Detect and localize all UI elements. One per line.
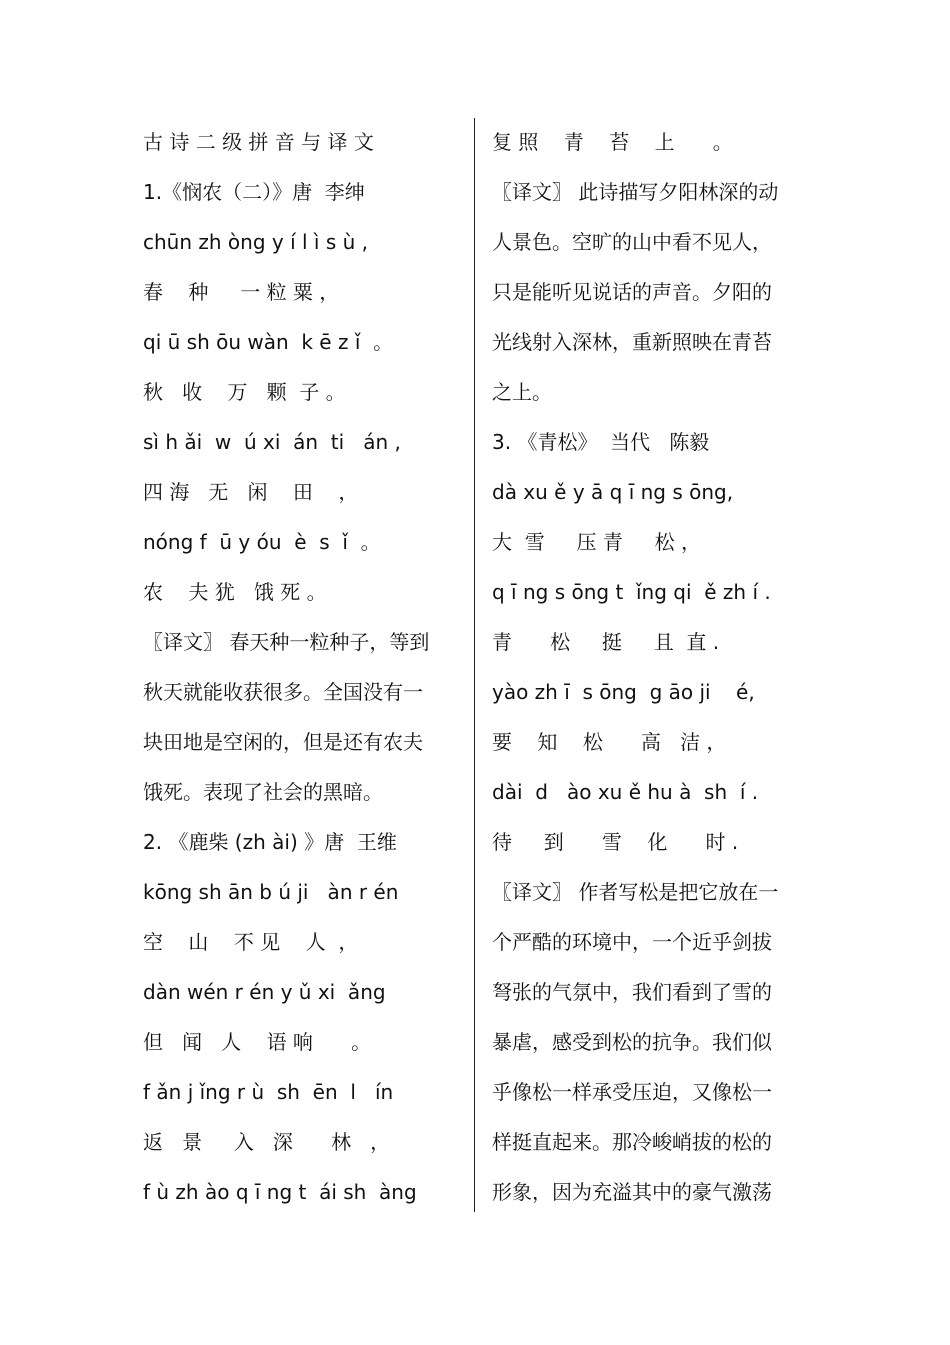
pinyin-line: kōng sh ān b ú ji àn r én (143, 880, 399, 904)
translation-line: 〖译文〗 此诗描写夕阳林深的动 (492, 180, 779, 204)
translation-line: 块田地是空闲的，但是还有农夫 (143, 730, 423, 754)
poem-line: 四 海 无 闲 田 ， (143, 480, 359, 504)
pinyin-line: f ù zh ào q ī ng t ái sh àng (143, 1180, 417, 1204)
poem-line: 青 松 挺 且 直 . (492, 630, 720, 654)
poem-line: 大 雪 压 青 松 ， (492, 530, 702, 554)
pinyin-line: dàn wén r én y ǔ xi ǎng (143, 980, 386, 1004)
pinyin-line: sì h ǎi w ú xi án ti án , (143, 430, 401, 454)
poem-line: 待 到 雪 化 时 . (492, 830, 739, 854)
translation-line: 弩张的气氛中，我们看到了雪的 (492, 980, 772, 1004)
poem-line: 农 夫 犹 饿 死 。 (143, 580, 327, 604)
translation-line: 光线射入深林，重新照映在青苔 (492, 330, 772, 354)
poem-line: 复 照 青 苔 上 。 (492, 130, 733, 154)
pinyin-line: f ǎn j ǐng r ù sh ēn l ín (143, 1080, 394, 1104)
poem-heading: 2. 《鹿柴 (zh ài) 》唐 王维 (143, 830, 397, 854)
translation-line: 饿死。表现了社会的黑暗。 (143, 780, 383, 804)
poem-line: 要 知 松 高 洁 ， (492, 730, 727, 754)
translation-line: 样挺直起来。那冷峻峭拔的松的 (492, 1130, 772, 1154)
translation-line: 个严酷的环境中，一个近乎剑拔 (492, 930, 772, 954)
right-column (492, 117, 802, 1217)
translation-line: 只是能听见说话的声音。夕阳的 (492, 280, 772, 304)
pinyin-line: dà xu ě y ā q ī ng s ōng, (492, 480, 734, 504)
translation-line: 秋天就能收获很多。全国没有一 (143, 680, 423, 704)
poem-line: 但 闻 人 语 响 。 (143, 1030, 372, 1054)
poem-line: 空 山 不 见 人 ， (143, 930, 359, 954)
left-column (143, 117, 461, 1217)
pinyin-line: nóng f ū y óu è s ǐ 。 (143, 530, 381, 554)
translation-line: 〖译文〗 作者写松是把它放在一 (492, 880, 779, 904)
pinyin-line: yào zh ī s ōng g āo ji é, (492, 680, 755, 704)
column-divider (474, 118, 475, 1212)
poem-line: 返 景 入 深 林 ， (143, 1130, 391, 1154)
translation-line: 〖译文〗 春天种一粒种子，等到 (143, 630, 430, 654)
pinyin-line: q ī ng s ōng t ǐng qi ě zh í . (492, 580, 771, 604)
translation-line: 之上。 (492, 380, 552, 404)
translation-line: 人景色。空旷的山中看不见人， (492, 230, 772, 254)
poem-line: 春 种 一 粒 粟 ， (143, 280, 340, 304)
poem-line: 秋 收 万 颗 子 。 (143, 380, 346, 404)
translation-line: 暴虐，感受到松的抗争。我们似 (492, 1030, 772, 1054)
poem-heading: 3. 《青松》 当代 陈毅 (492, 430, 710, 454)
pinyin-line: dài d ào xu ě hu à sh í . (492, 780, 759, 804)
pinyin-line: chūn zh òng y í l ì s ù , (143, 230, 368, 254)
page-title: 古 诗 二 级 拼 音 与 译 文 (143, 130, 374, 154)
pinyin-line: qi ū sh ōu wàn k ē z ǐ 。 (143, 330, 394, 354)
poem-heading: 1.《悯农（二）》唐 李绅 (143, 180, 365, 204)
translation-line: 乎像松一样承受压迫，又像松一 (492, 1080, 772, 1104)
translation-line: 形象，因为充溢其中的豪气激荡 (492, 1180, 772, 1204)
